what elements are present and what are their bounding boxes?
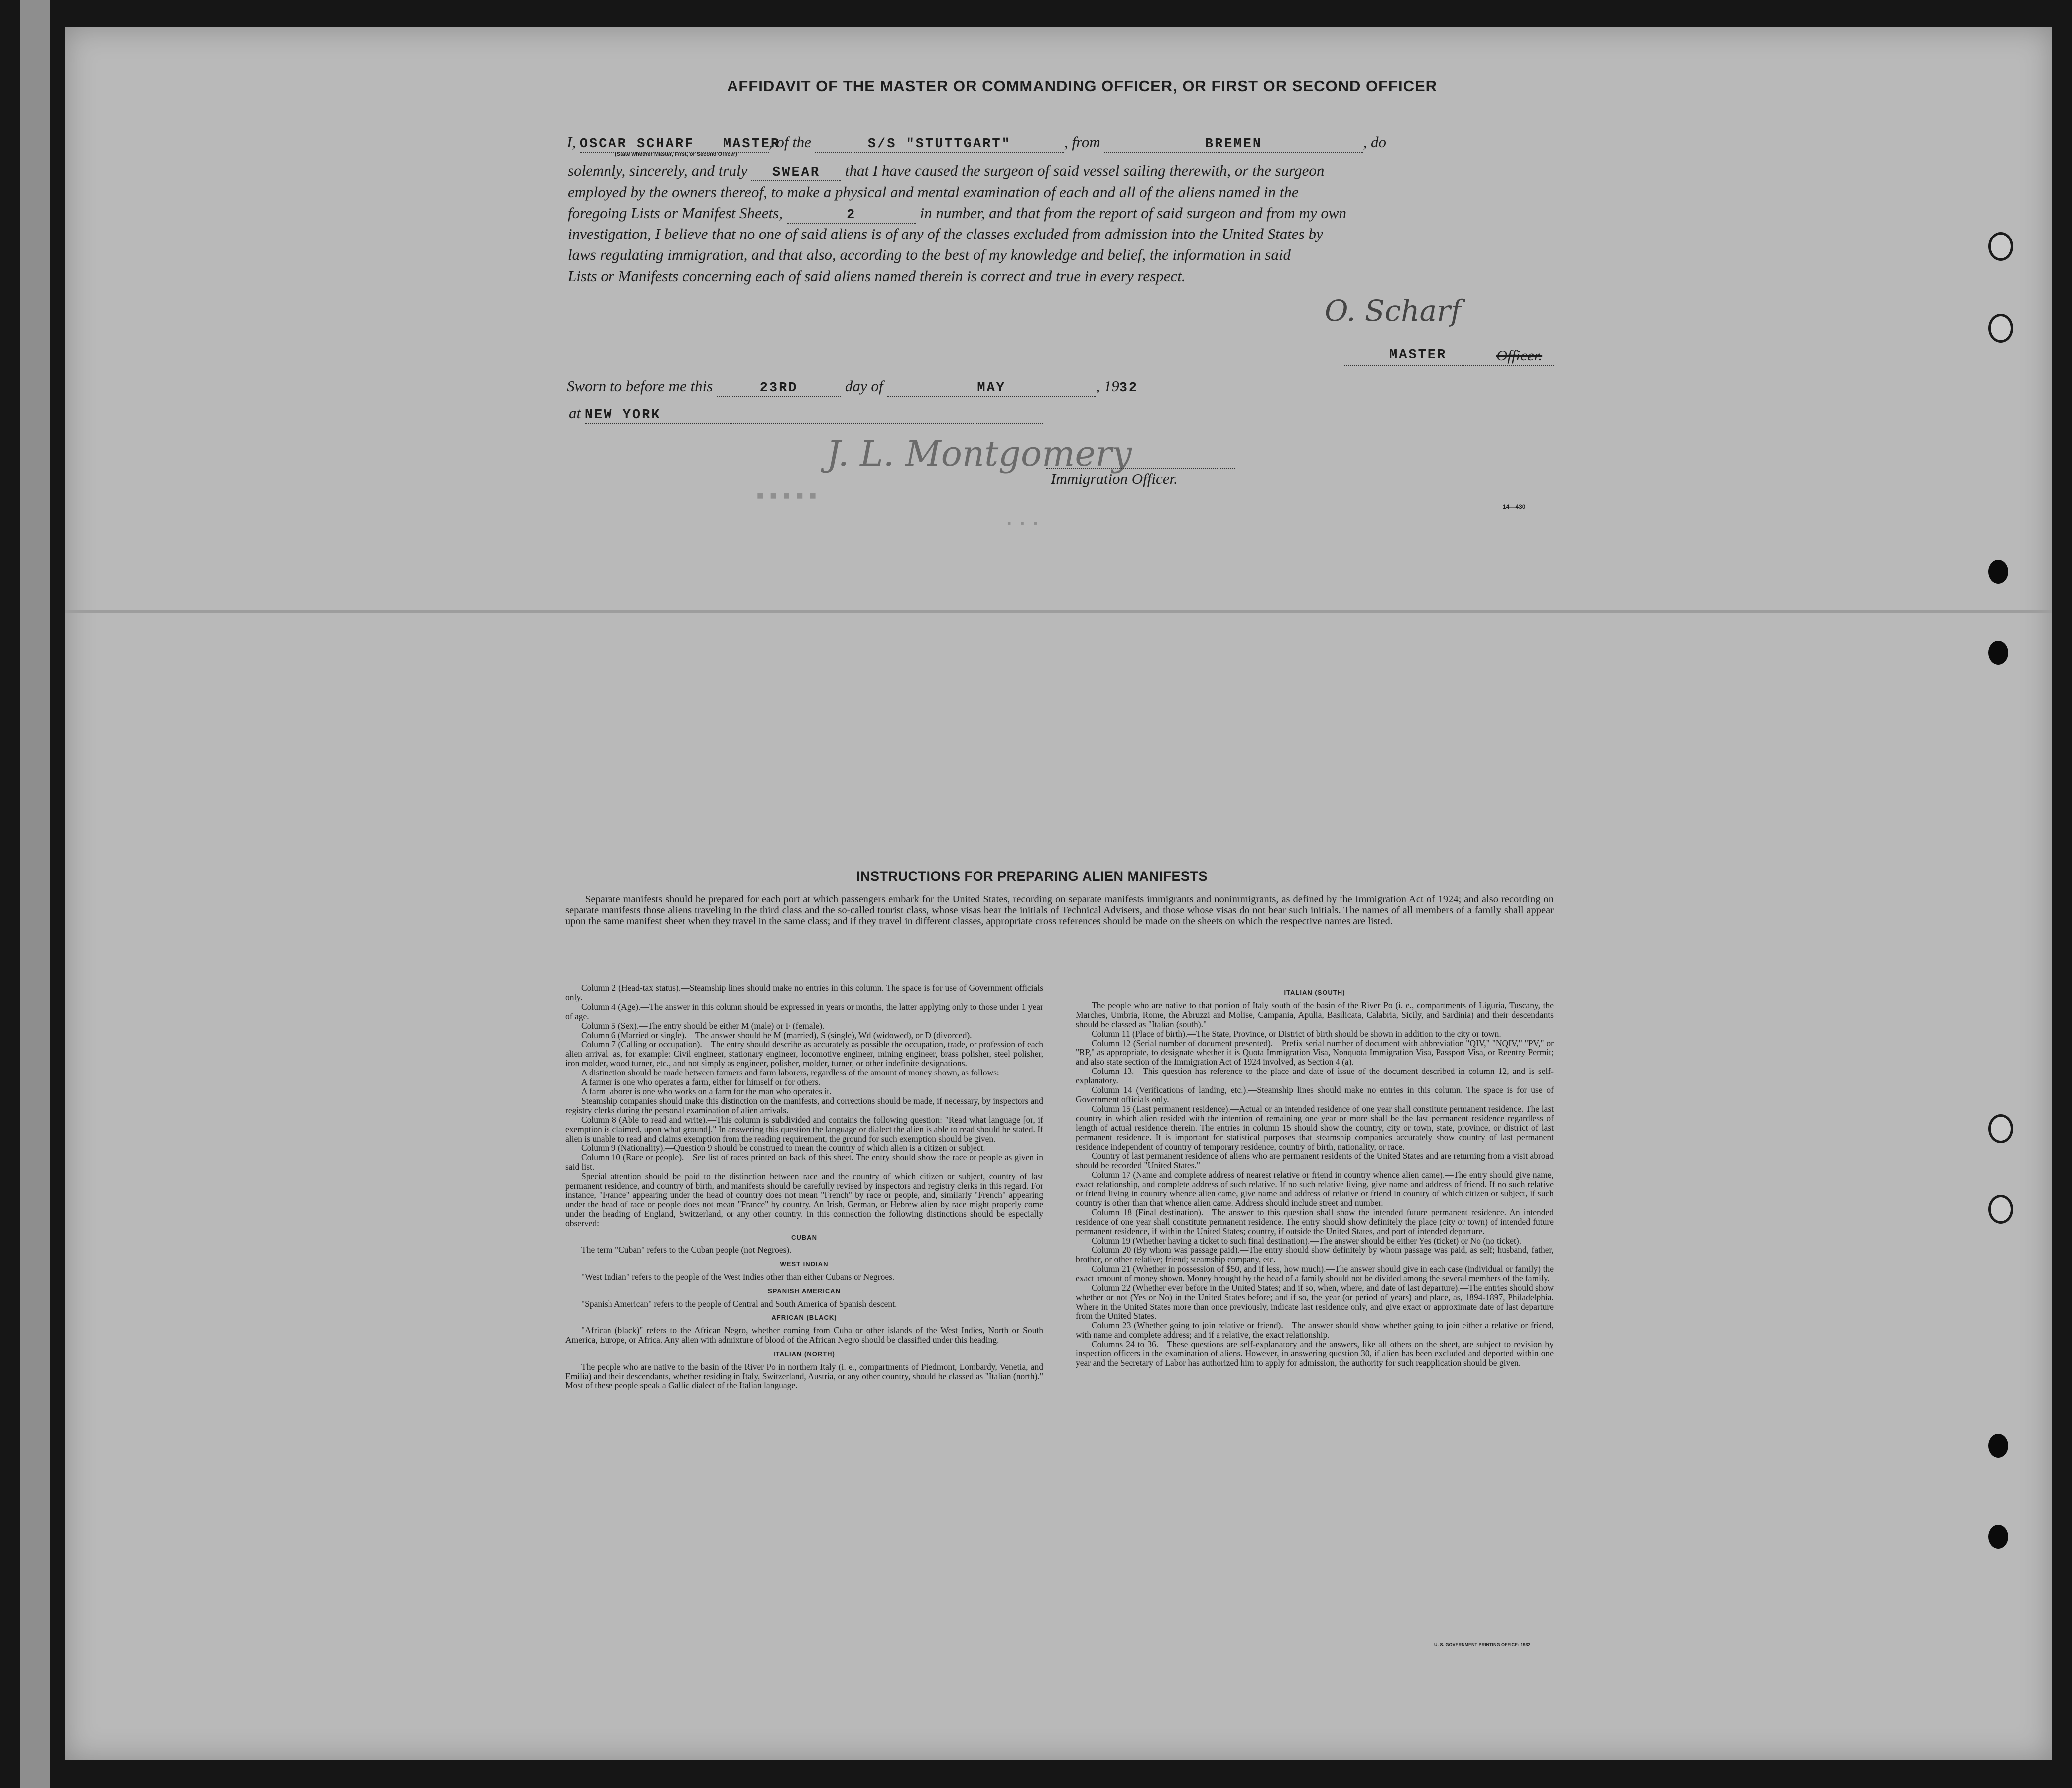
port-field: BREMEN bbox=[1104, 137, 1363, 153]
instruction-paragraph: Column 19 (Whether having a ticket to such final destination).—The answer should be either Yes (ticket) or No (no ticket). bbox=[1092, 1235, 1522, 1246]
instruction-heading: WEST INDIAN bbox=[780, 1260, 829, 1268]
instruction-paragraph: Column 11 (Place of birth).—The State, Province, or District of birth should be shown in addition to the city or town. bbox=[1092, 1028, 1501, 1039]
instruction-paragraph: A distinction should be made between farmers and farm laborers, regardless of the amount of money shown, as follows: bbox=[581, 1068, 999, 1078]
signer-struck: Officer. bbox=[1496, 347, 1543, 364]
faint-stamp: ■ ■ ■ ■ ■ bbox=[757, 490, 816, 503]
instruction-heading: CUBAN bbox=[791, 1233, 817, 1241]
instruction-paragraph: "West Indian" refers to the people of the West Indies other than either Cubans or Negroes. bbox=[581, 1272, 895, 1282]
instruction-heading: AFRICAN (BLACK) bbox=[771, 1314, 837, 1321]
affidavit-line-5: investigation, I believe that no one of said aliens is of any of the classes excluded from admission into the United States by bbox=[568, 225, 1323, 242]
instruction-paragraph: Column 12 (Serial number of document presented).—Prefix serial number of document with abbreviation "QIV," "NQIV," "PV," or "RP," as appropriate, to designate whether it is Quota Immigration Visa, Nonquota Immigration Visa, Passport Visa, or Reentry Permit; and also state section of the Immigration Act of 1924 involved, as Section 4 (a). bbox=[1076, 1038, 1554, 1067]
sworn-place: NEW YORK bbox=[585, 408, 1043, 424]
punch-hole bbox=[1988, 1195, 2013, 1224]
affidavit-title: AFFIDAVIT OF THE MASTER OR COMMANDING OFFICER, OR FIRST OR SECOND OFFICER bbox=[727, 77, 1438, 95]
affidavit-line-3: employed by the owners thereof, to make a physical and mental examination of each and all of the aliens named in the bbox=[568, 183, 1299, 201]
instruction-paragraph: The term "Cuban" refers to the Cuban people (not Negroes). bbox=[581, 1245, 792, 1255]
instruction-heading: ITALIAN (SOUTH) bbox=[1284, 989, 1345, 996]
punch-hole bbox=[1988, 1525, 2008, 1549]
text: solemnly, sincerely, and truly bbox=[568, 162, 748, 179]
immigration-officer-title: Immigration Officer. bbox=[1051, 470, 1178, 487]
instruction-paragraph: Column 18 (Final destination).—The answer to this question shall show the intended future permanent residence. An intended residence of one year shall constitute permanent residence. The entry should show definitely the place (city or town) of intended future permanent residence, if within the United States; country, if outside the United States, and port of intended departure. bbox=[1076, 1207, 1554, 1236]
text: Sworn to before me this bbox=[567, 377, 713, 395]
instruction-paragraph: Column 9 (Nationality).—Question 9 should be construed to mean the country of which alien is a citizen or subject. bbox=[581, 1143, 985, 1153]
place-line bbox=[569, 404, 1043, 424]
swear-field: SWEAR bbox=[751, 165, 841, 181]
vessel-field: S/S "STUTTGART" bbox=[815, 137, 1064, 153]
sheets-field: 2 bbox=[787, 208, 916, 224]
punch-hole bbox=[1988, 560, 2008, 584]
text: at bbox=[569, 404, 581, 422]
text: , from bbox=[1064, 133, 1100, 151]
instruction-paragraph: Column 5 (Sex).—The entry should be either M (male) or F (female). bbox=[581, 1020, 825, 1031]
instructions-intro: Separate manifests should be prepared for each port at which passengers embark for the United States, recording on separate manifests immigrants and nonimmigrants, as defined by the Immigration Act of 1924; and also recording on separate manifests those aliens traveling in the third class and the so-called tourist class, whose visas bear the initials of Technical Advisers, and those whose visas do not bear such initials. The names of all members of a family shall appear upon the same manifest sheet when they travel in the same class; and if they travel in different classes, appropriate cross references should be made on the sheets on which the respective names are listed. bbox=[565, 894, 1554, 927]
instruction-paragraph: Column 20 (By whom was passage paid).—The entry should show definitely by whom passage was paid, as self; husband, father, brother, or other relative; friend; steamship company, etc. bbox=[1076, 1245, 1554, 1265]
instruction-paragraph: Column 17 (Name and complete address of nearest relative or friend in country whence alien came).—The entry should give name, exact relationship, and complete address of such relative. If no such relative living, give name and address of friend. If no such relative or friend living in country whence alien came, give name and address of relative or friend in country of which citizen or subject, if such country is other than that whence alien came. Address should include street and number. bbox=[1076, 1170, 1554, 1208]
punch-hole bbox=[1988, 232, 2013, 261]
punch-hole bbox=[1988, 1434, 2008, 1458]
punch-hole bbox=[1988, 641, 2008, 665]
instruction-paragraph: Column 10 (Race or people).—See list of races printed on back of this sheet. The entry should show the race or people as given in said list. bbox=[565, 1152, 1043, 1172]
text: foregoing Lists or Manifest Sheets, bbox=[568, 204, 783, 222]
instruction-paragraph: Special attention should be paid to the distinction between race and the country of which citizen or subject, country of last permanent residence, and country of birth, and manifests should be carefully revised by inspectors and registry clerks in this regard. For instance, "France" appearing under the head of country does not mean "French" by race or people, and, similarly "French" appearing under the head of race or people does not mean "France" by country. An Irish, German, or Hebrew alien by race might properly come under the heading of England, Switzerland, or any other country. In this connection the following distinctions should be especially observed: bbox=[565, 1171, 1043, 1228]
instruction-paragraph: A farmer is one who operates a farm, either for himself or for others. bbox=[581, 1077, 821, 1087]
signer-rank: MASTER bbox=[1389, 348, 1447, 362]
instructions-right-column bbox=[1076, 983, 1554, 1368]
sworn-month: MAY bbox=[887, 381, 1096, 397]
instruction-paragraph: Column 6 (Married or single).—The answer should be M (married), S (single), Wd (widowed), or D (divorced). bbox=[581, 1030, 972, 1040]
text: I, bbox=[567, 133, 576, 151]
master-signature: O. Scharf bbox=[1325, 294, 1462, 328]
instruction-paragraph: Column 2 (Head-tax status).—Steamship lines should make no entries in this column. The space is for use of Government officials only. bbox=[565, 983, 1043, 1002]
instruction-paragraph: Column 13.—This question has reference to the place and date of issue of the document described in column 12, and is self-explanatory. bbox=[1076, 1066, 1554, 1086]
instruction-paragraph: The people who are native to that portion of Italy south of the basin of the River Po (i. e., compartments of Liguria, Tuscany, the Marches, Umbria, Rome, the Abruzzi and Molise, Campania, Apulia, Basilicata, Calabria, Sicily, and Sardinia) and their descendants should be classed as "Italian (south)." bbox=[1076, 1000, 1554, 1029]
form-number: 14—430 bbox=[1503, 503, 1526, 510]
page-fold bbox=[65, 610, 2052, 613]
text: that I have caused the surgeon of said vessel sailing therewith, or the surgeon bbox=[845, 162, 1325, 179]
affidavit-line-7: Lists or Manifests concerning each of said aliens named therein is correct and true in every respect. bbox=[568, 267, 1186, 285]
punch-hole bbox=[1988, 314, 2013, 343]
instruction-paragraph: "Spanish American" refers to the people of Central and South America of Spanish descent. bbox=[581, 1299, 897, 1309]
instruction-paragraph: A farm laborer is one who works on a farm for the man who operates it. bbox=[581, 1086, 832, 1096]
faint-stamp: ▪ ▪ ▪ bbox=[1006, 518, 1039, 530]
text: day of bbox=[845, 377, 883, 395]
instruction-paragraph: Column 14 (Verifications of landing, etc.).—Steamship lines should make no entries in this column. The space is for use of Government officials only. bbox=[1076, 1085, 1554, 1104]
officer-rank: MASTER bbox=[723, 137, 781, 152]
instructions-left-column bbox=[565, 983, 1043, 1390]
instruction-paragraph: Column 4 (Age).—The answer in this column should be expressed in years or months, the latter applying only to those under 1 year of age. bbox=[565, 1001, 1043, 1021]
instruction-paragraph: Column 15 (Last permanent residence).—Actual or an intended residence of one year shall constitute permanent residence. The last country in which alien resided with the intention of remaining one year or more shall be the last permanent residence regardless of length of actual residence therein. The entries in column 15 should show the country, city or town, state, province, or district of last permanent residence. It is important for statistical purposes that steamship companies accurately show country of last permanent residence independent of country of temporary residence, country of birth, nationality, or race. bbox=[1076, 1103, 1554, 1152]
text: , of the bbox=[768, 133, 812, 151]
instruction-paragraph: Steamship companies should make this distinction on the manifests, and corrections should be made, if necessary, by inspectors and registry clerks during the personal examination of alien arrivals. bbox=[565, 1095, 1043, 1115]
immigration-officer-signature: J. L. Montgomery bbox=[827, 433, 1132, 474]
text: , do bbox=[1363, 133, 1386, 151]
affidavit-line-1 bbox=[567, 133, 1386, 153]
instruction-heading: SPANISH AMERICAN bbox=[767, 1287, 841, 1295]
instruction-paragraph: Column 23 (Whether going to join relative or friend).—The answer should show whether going to join either a relative or friend, with name and complete address; and if a relative, the exact relationship. bbox=[1076, 1320, 1554, 1340]
instruction-paragraph: Column 21 (Whether in possession of $50, and if less, how much).—The answer should give in each case (individual or family) the exact amount of money shown. Money brought by the head of a family should not be divided among the several members of the family. bbox=[1076, 1264, 1554, 1284]
text: in number, and that from the report of said surgeon and from my own bbox=[920, 204, 1347, 222]
instruction-heading: ITALIAN (NORTH) bbox=[773, 1350, 835, 1358]
text: , 19 bbox=[1096, 377, 1119, 395]
officer-signature-line bbox=[1046, 468, 1235, 469]
instruction-paragraph: Columns 24 to 36.—These questions are self-explanatory and the answers, like all others on the sheet, are subject to revision by inspection officers in the examination of aliens. However, in answering question 30, if alien has been excluded and deported within one year and the Secretary of Labor has authorized him to apply for admission, the authority for such reapplication should be given. bbox=[1076, 1339, 1554, 1368]
printer-note: U. S. GOVERNMENT PRINTING OFFICE: 1932 bbox=[1434, 1642, 1531, 1647]
rank-note: (State whether Master, First, or Second Officer) bbox=[615, 151, 737, 157]
affidavit-line-2 bbox=[568, 162, 1324, 181]
instructions-title: INSTRUCTIONS FOR PREPARING ALIEN MANIFESTS bbox=[856, 869, 1208, 884]
punch-hole bbox=[1988, 1114, 2013, 1143]
officer-name-field bbox=[579, 137, 781, 153]
affidavit-line-6: laws regulating immigration, and that also, according to the best of my knowledge and belief, the information in said bbox=[568, 246, 1291, 263]
signature-line bbox=[1344, 365, 1554, 366]
sworn-year: 32 bbox=[1119, 381, 1139, 396]
sworn-line bbox=[567, 377, 1138, 397]
instruction-paragraph: The people who are native to the basin of the River Po in northern Italy (i. e., compartments of Piedmont, Lombardy, Venetia, and Emilia) and their descendants, whether residing in Italy, Switzerland, Austria, or any other country, should be classed as "Italian (north)." Most of these people speak a Gallic dialect of the Italian language. bbox=[565, 1361, 1043, 1391]
instruction-paragraph: "African (black)" refers to the African Negro, whether coming from Cuba or other islands of the West Indies, North or South America, Europe, or Africa. Any alien with admixture of blood of the African Negro should be classified under this heading. bbox=[565, 1325, 1043, 1345]
officer-name: OSCAR SCHARF bbox=[579, 137, 695, 152]
instruction-paragraph: Country of last permanent residence of aliens who are permanent residents of the United States and are returning from a visit abroad should be recorded "United States." bbox=[1076, 1151, 1554, 1171]
sworn-day: 23RD bbox=[717, 381, 841, 397]
affidavit-line-4 bbox=[568, 204, 1346, 224]
instruction-paragraph: Column 22 (Whether ever before in the United States; and if so, when, where, and date of last departure).—The entries should show whether or not (Yes or No) in the United States before; and if so, the year (or period of years) and place, as, 1894-1897, Philadelphia. Where in the United States more than once previously, indicate last residence only, and give exact or approximate date of last departure from the United States. bbox=[1076, 1283, 1554, 1321]
instruction-paragraph: Column 8 (Able to read and write).—This column is subdivided and contains the following question: "Read what language [or, if exemption is claimed, upon what ground]." In answering this question the language or dialect the alien is able to read should be stated. If alien is unable to read and claims exemption from the reading requirement, the ground for such exemption should be given. bbox=[565, 1114, 1043, 1144]
page-edge bbox=[20, 0, 50, 1788]
instruction-paragraph: Column 7 (Calling or occupation).—The entry should describe as accurately as possible the occupation, trade, or profession of each alien arrival, as, for example: Civil engineer, stationary engineer, locomotive engineer, mining engineer, brass polisher, steel polisher, iron molder, wood turner, etc., and not simply as engineer, polisher, molder, turner, or other indefinite designations. bbox=[565, 1039, 1043, 1069]
